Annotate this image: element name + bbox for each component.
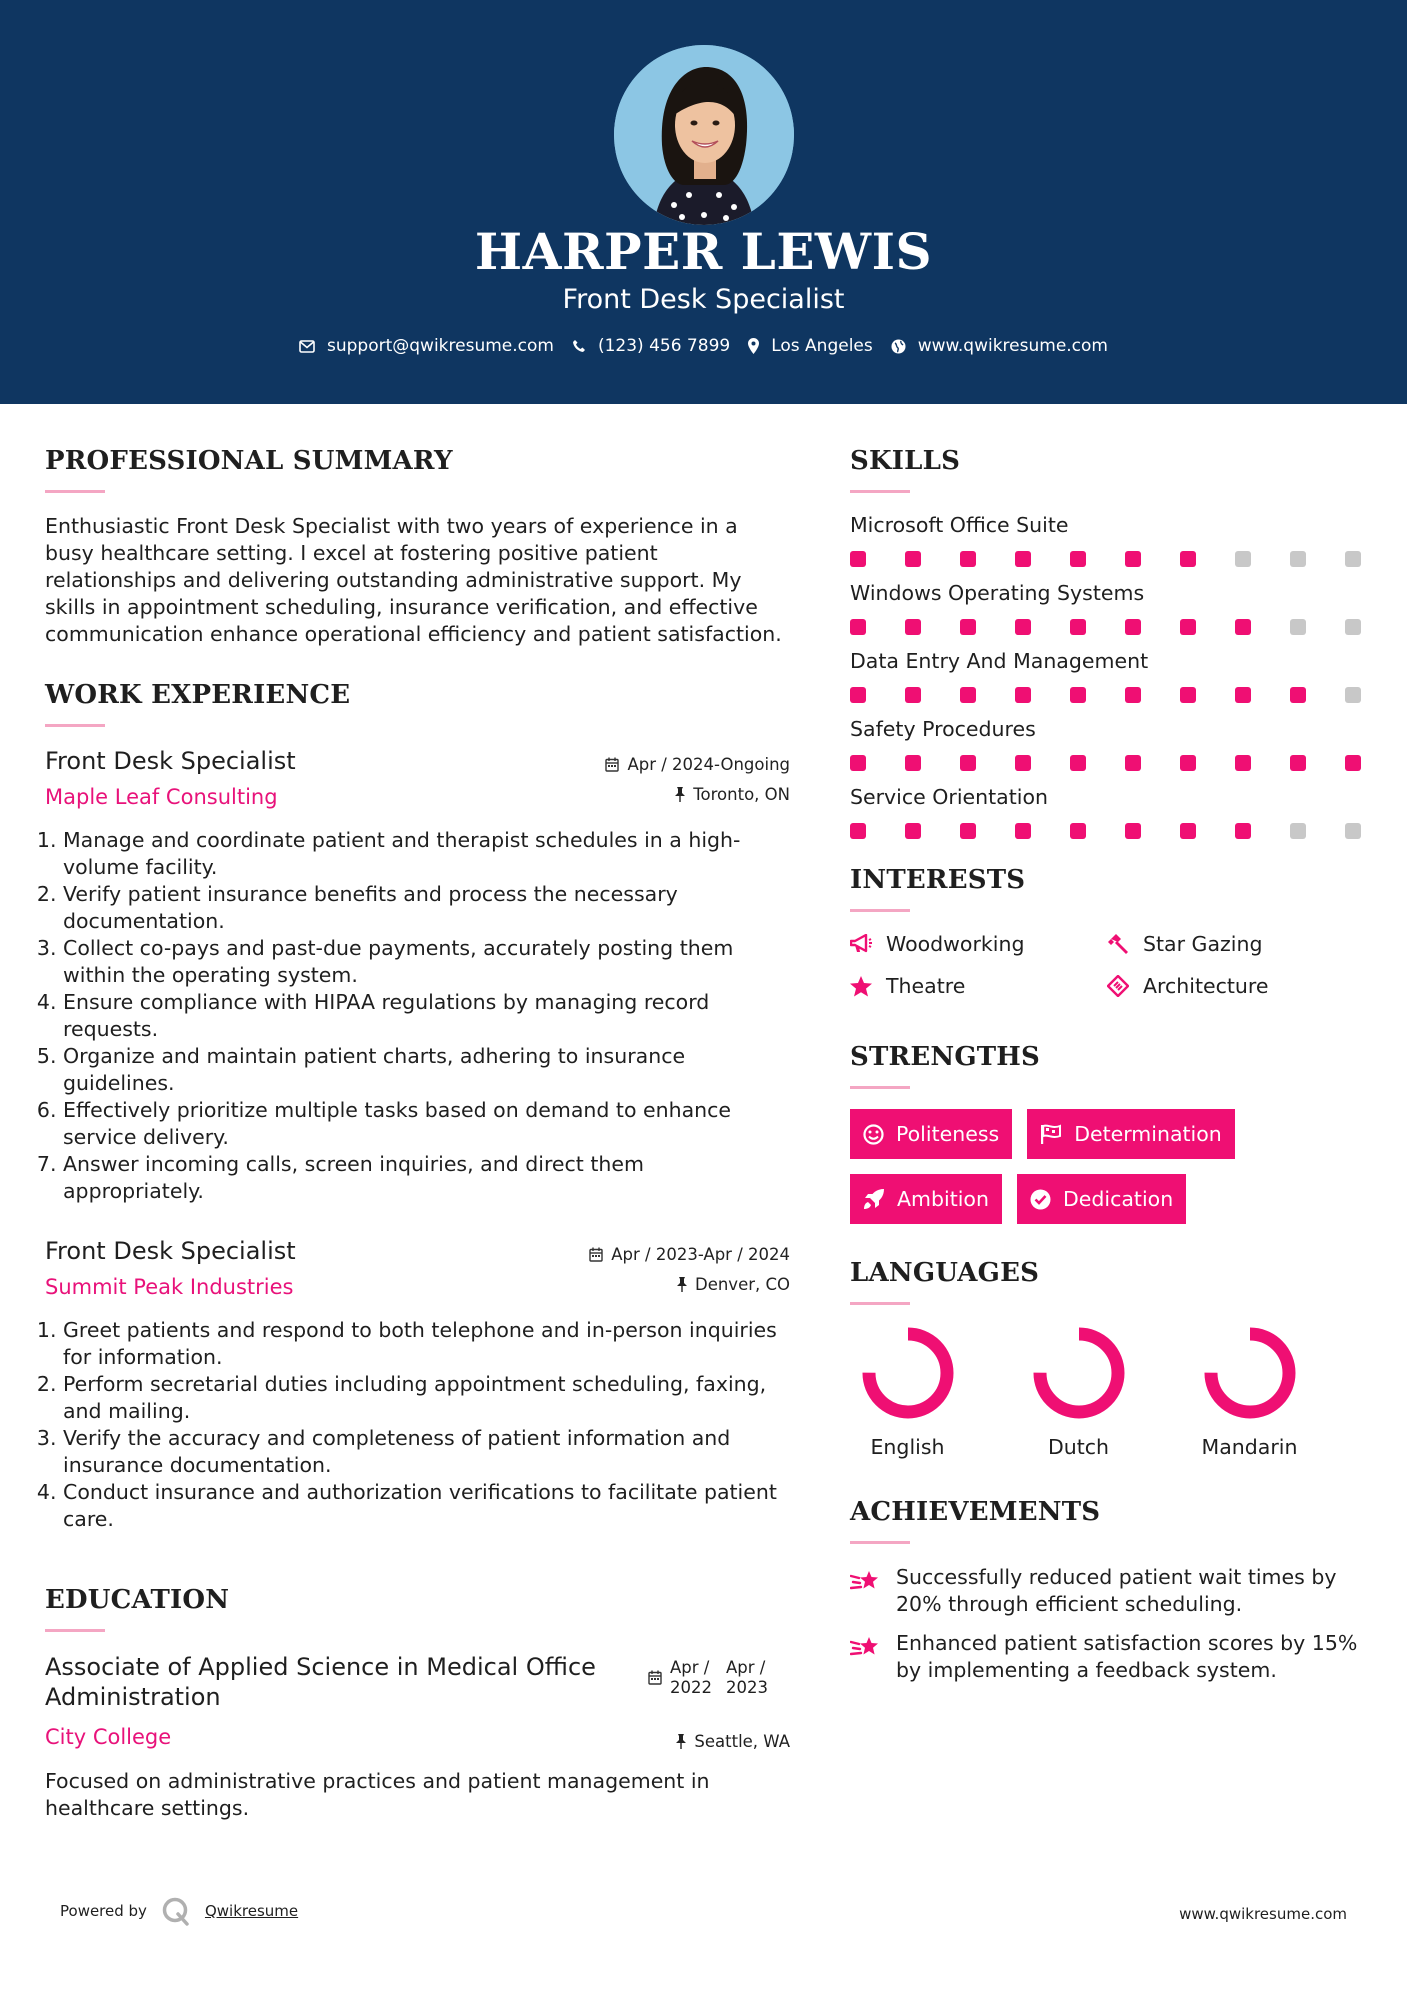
contact-bar	[0, 336, 1407, 356]
job-date-text: Apr / 2024-Ongoing	[627, 755, 790, 774]
strengths-title: STRENGTHS	[850, 1042, 1041, 1072]
skill-dot-filled	[1235, 823, 1251, 839]
contact-website[interactable]	[891, 336, 1108, 356]
job-bullet: 2. Perform secretarial duties including appointment scheduling, faxing, and mailing.	[63, 1371, 790, 1425]
experience-underline	[45, 724, 105, 727]
skill-dot-filled	[850, 823, 866, 839]
skill-item	[850, 513, 1370, 567]
job-bullet: 5. Organize and maintain patient charts, adhering to insurance guidelines.	[63, 1043, 790, 1097]
education-start: Apr / 2022	[670, 1658, 712, 1697]
job-bullet: 4. Conduct insurance and authorization verifications to facilitate patient care.	[63, 1479, 790, 1533]
skill-name: Safety Procedures	[850, 717, 1036, 741]
left-column	[45, 404, 790, 1822]
job-bullet: 4. Ensure compliance with HIPAA regulations by managing record requests.	[63, 989, 790, 1043]
skill-name: Microsoft Office Suite	[850, 513, 1069, 537]
contact-location-text: Los Angeles	[771, 336, 873, 356]
achievement-text: Successfully reduced patient wait times by 20% through efficient scheduling.	[896, 1565, 1337, 1616]
interest-item	[1107, 974, 1357, 998]
right-column	[850, 404, 1370, 1696]
skill-dot-empty	[1290, 551, 1306, 567]
job-bullets	[45, 1317, 790, 1533]
skill-dot-filled	[1125, 619, 1141, 635]
skill-name: Service Orientation	[850, 785, 1049, 809]
job-location	[675, 785, 790, 804]
education-location-text: Seattle, WA	[694, 1732, 790, 1751]
summary-title: PROFESSIONAL SUMMARY	[45, 446, 453, 476]
candidate-name: HARPER LEWIS	[474, 222, 933, 281]
skill-dot-empty	[1290, 619, 1306, 635]
job-bullet: 3. Collect co-pays and past-due payments, accurately posting them within the operating system.	[63, 935, 790, 989]
job-company: Summit Peak Industries	[45, 1275, 294, 1299]
skill-dot-filled	[1180, 687, 1196, 703]
job-location	[677, 1275, 790, 1294]
skill-dot-filled	[1180, 619, 1196, 635]
star-icon	[850, 976, 872, 997]
skill-dot-filled	[1180, 551, 1196, 567]
skill-dot-filled	[1125, 687, 1141, 703]
job-bullets	[45, 827, 790, 1205]
achievements-underline	[850, 1541, 910, 1544]
contact-email[interactable]	[299, 336, 554, 356]
skill-name: Data Entry And Management	[850, 649, 1149, 673]
skill-dot-filled	[850, 755, 866, 771]
education-location	[676, 1732, 790, 1751]
skill-item	[850, 785, 1370, 839]
qwikresume-logo-icon	[161, 1896, 191, 1926]
skill-dot-empty	[1345, 551, 1361, 567]
job-entry	[45, 747, 790, 1205]
language-label: Mandarin	[1201, 1435, 1298, 1459]
skill-dot-filled	[1125, 755, 1141, 771]
languages-title: LANGUAGES	[850, 1258, 1040, 1288]
strength-chip	[850, 1109, 1012, 1159]
skill-dot-empty	[1290, 823, 1306, 839]
job-title: Front Desk Specialist	[45, 747, 296, 775]
job-company: Maple Leaf Consulting	[45, 785, 278, 809]
interest-item	[1107, 932, 1357, 956]
strength-chip	[1027, 1109, 1235, 1159]
skill-dot-empty	[1235, 551, 1251, 567]
interest-item	[850, 932, 1107, 956]
interest-label: Theatre	[886, 974, 966, 998]
skill-item	[850, 649, 1370, 703]
skill-dot-filled	[1070, 755, 1086, 771]
skill-dot-filled	[1070, 823, 1086, 839]
education-underline	[45, 1629, 105, 1632]
education-title: EDUCATION	[45, 1585, 230, 1615]
contact-phone[interactable]	[572, 336, 730, 356]
experience-title: WORK EXPERIENCE	[45, 680, 351, 710]
skills-underline	[850, 490, 910, 493]
skill-dot-filled	[850, 551, 866, 567]
skill-dot-filled	[1070, 551, 1086, 567]
skill-dot-filled	[905, 755, 921, 771]
globe-icon	[891, 339, 906, 354]
skill-dot-empty	[1345, 619, 1361, 635]
contact-website-text: www.qwikresume.com	[917, 336, 1108, 356]
calendar-icon	[605, 757, 619, 772]
shooting-star-icon	[850, 1568, 882, 1594]
powered-by-text: Powered by	[60, 1902, 147, 1920]
language-item	[1197, 1325, 1302, 1459]
skill-dot-filled	[850, 619, 866, 635]
contact-location	[748, 336, 873, 356]
languages-list	[855, 1325, 1370, 1459]
job-bullet: 7. Answer incoming calls, screen inquiries, and direct them appropriately.	[63, 1151, 790, 1205]
achievement-text: Enhanced patient satisfaction scores by 15% by implementing a feedback system.	[896, 1631, 1358, 1682]
job-bullet: 3. Verify the accuracy and completeness of patient information and insurance documentation.	[63, 1425, 790, 1479]
skill-dot-filled	[960, 687, 976, 703]
job-date-text: Apr / 2023-Apr / 2024	[611, 1245, 790, 1264]
education-end: Apr / 2023	[726, 1658, 768, 1697]
skill-dot-filled	[1015, 823, 1031, 839]
skill-dot-filled	[850, 687, 866, 703]
job-date	[605, 755, 790, 774]
education-dates	[648, 1658, 774, 1698]
skill-dot-filled	[960, 619, 976, 635]
skill-dot-filled	[960, 755, 976, 771]
skill-dot-filled	[1015, 687, 1031, 703]
strength-label: Dedication	[1062, 1187, 1174, 1211]
languages-underline	[850, 1302, 910, 1305]
skill-rating	[850, 755, 1370, 771]
skill-dot-filled	[1015, 755, 1031, 771]
education-degree: Associate of Applied Science in Medical Office Administration	[45, 1653, 596, 1711]
skill-dot-filled	[905, 823, 921, 839]
skill-dot-filled	[905, 687, 921, 703]
skill-rating	[850, 687, 1370, 703]
interests-title: INTERESTS	[850, 865, 1026, 895]
skill-dot-filled	[905, 551, 921, 567]
interest-label: Woodworking	[886, 932, 1025, 956]
language-item	[855, 1325, 960, 1459]
resume-header	[0, 0, 1407, 404]
candidate-role: Front Desk Specialist	[562, 284, 845, 315]
achievements-list	[850, 1564, 1370, 1684]
map-pin-icon	[748, 338, 759, 354]
skill-dot-filled	[960, 551, 976, 567]
skill-rating	[850, 823, 1370, 839]
skill-dot-filled	[1180, 823, 1196, 839]
skill-dot-filled	[1125, 551, 1141, 567]
achievements-title: ACHIEVEMENTS	[850, 1497, 1101, 1527]
interest-label: Architecture	[1143, 974, 1269, 998]
language-label: English	[870, 1435, 945, 1459]
interest-item	[850, 974, 1107, 998]
job-entry	[45, 1237, 790, 1533]
skill-dot-empty	[1345, 687, 1361, 703]
smile-icon	[863, 1124, 884, 1145]
check-circle-icon	[1030, 1189, 1051, 1210]
strength-chip	[1017, 1174, 1186, 1224]
footer-powered-by	[60, 1896, 298, 1926]
profile-photo	[614, 45, 794, 225]
skill-item	[850, 581, 1370, 635]
achievement-item	[850, 1564, 1370, 1618]
skill-dot-filled	[960, 823, 976, 839]
skill-dot-filled	[1290, 755, 1306, 771]
education-entry	[45, 1652, 790, 1762]
skill-dot-filled	[1235, 755, 1251, 771]
job-bullet: 1. Manage and coordinate patient and therapist schedules in a high-volume facility.	[63, 827, 790, 881]
strength-label: Ambition	[897, 1187, 989, 1211]
phone-icon	[572, 339, 586, 353]
strengths-list	[850, 1109, 1370, 1224]
job-bullet: 1. Greet patients and respond to both telephone and in-person inquiries for information.	[63, 1317, 790, 1371]
flag-icon	[1040, 1124, 1062, 1144]
interest-label: Star Gazing	[1143, 932, 1263, 956]
language-ring	[860, 1325, 956, 1421]
interests-list	[850, 932, 1370, 998]
megaphone-icon	[850, 934, 872, 954]
footer-website[interactable]: www.qwikresume.com	[1179, 1905, 1347, 1923]
footer-brand-link[interactable]: Qwikresume	[204, 1902, 299, 1920]
strength-chip	[850, 1174, 1002, 1224]
language-ring	[1202, 1325, 1298, 1421]
contact-phone-text: (123) 456 7899	[597, 336, 731, 356]
job-location-text: Denver, CO	[694, 1275, 790, 1294]
ticket-icon	[1107, 975, 1129, 997]
language-ring	[1031, 1325, 1127, 1421]
strength-label: Determination	[1074, 1122, 1222, 1146]
skills-list	[850, 513, 1370, 839]
skill-dot-filled	[1235, 619, 1251, 635]
skill-dot-filled	[905, 619, 921, 635]
job-date	[589, 1245, 790, 1264]
skill-dot-filled	[1290, 687, 1306, 703]
skill-name: Windows Operating Systems	[850, 581, 1145, 605]
strength-label: Politeness	[896, 1122, 1000, 1146]
calendar-icon	[589, 1247, 603, 1262]
job-bullet: 2. Verify patient insurance benefits and process the necessary documentation.	[63, 881, 790, 935]
skill-rating	[850, 551, 1370, 567]
summary-underline	[45, 490, 105, 493]
skills-title: SKILLS	[850, 446, 961, 476]
calendar-icon	[648, 1670, 662, 1685]
hammer-icon	[1107, 933, 1129, 955]
skill-dot-filled	[1015, 619, 1031, 635]
skill-dot-empty	[1345, 823, 1361, 839]
education-school: City College	[45, 1725, 172, 1749]
education-description: Focused on administrative practices and patient management in healthcare settings.	[45, 1769, 710, 1820]
language-item	[1026, 1325, 1131, 1459]
skill-dot-filled	[1070, 619, 1086, 635]
interests-underline	[850, 909, 910, 912]
strengths-underline	[850, 1086, 910, 1089]
contact-email-text: support@qwikresume.com	[327, 336, 554, 356]
summary-text: Enthusiastic Front Desk Specialist with two years of experience in a busy healthcare setting. I excel at fostering positive patient relationships and delivering outstanding administrative support. My skills in appointment scheduling, insurance verification, and effective communication enhance operational efficiency and patient satisfaction.	[45, 514, 782, 646]
pushpin-icon	[677, 1277, 687, 1292]
job-bullet: 6. Effectively prioritize multiple tasks based on demand to enhance service delivery.	[63, 1097, 790, 1151]
language-label: Dutch	[1047, 1435, 1110, 1459]
skill-dot-filled	[1125, 823, 1141, 839]
skill-dot-filled	[1345, 755, 1361, 771]
skill-dot-filled	[1070, 687, 1086, 703]
envelope-icon	[299, 340, 315, 353]
skill-dot-filled	[1015, 551, 1031, 567]
rocket-icon	[863, 1188, 885, 1210]
skill-item	[850, 717, 1370, 771]
shooting-star-icon	[850, 1634, 882, 1660]
skill-dot-filled	[1235, 687, 1251, 703]
pushpin-icon	[676, 1734, 686, 1749]
achievement-item	[850, 1630, 1370, 1684]
job-title: Front Desk Specialist	[45, 1237, 296, 1265]
pushpin-icon	[675, 787, 685, 802]
skill-dot-filled	[1180, 755, 1196, 771]
job-location-text: Toronto, ON	[693, 785, 790, 804]
skill-rating	[850, 619, 1370, 635]
